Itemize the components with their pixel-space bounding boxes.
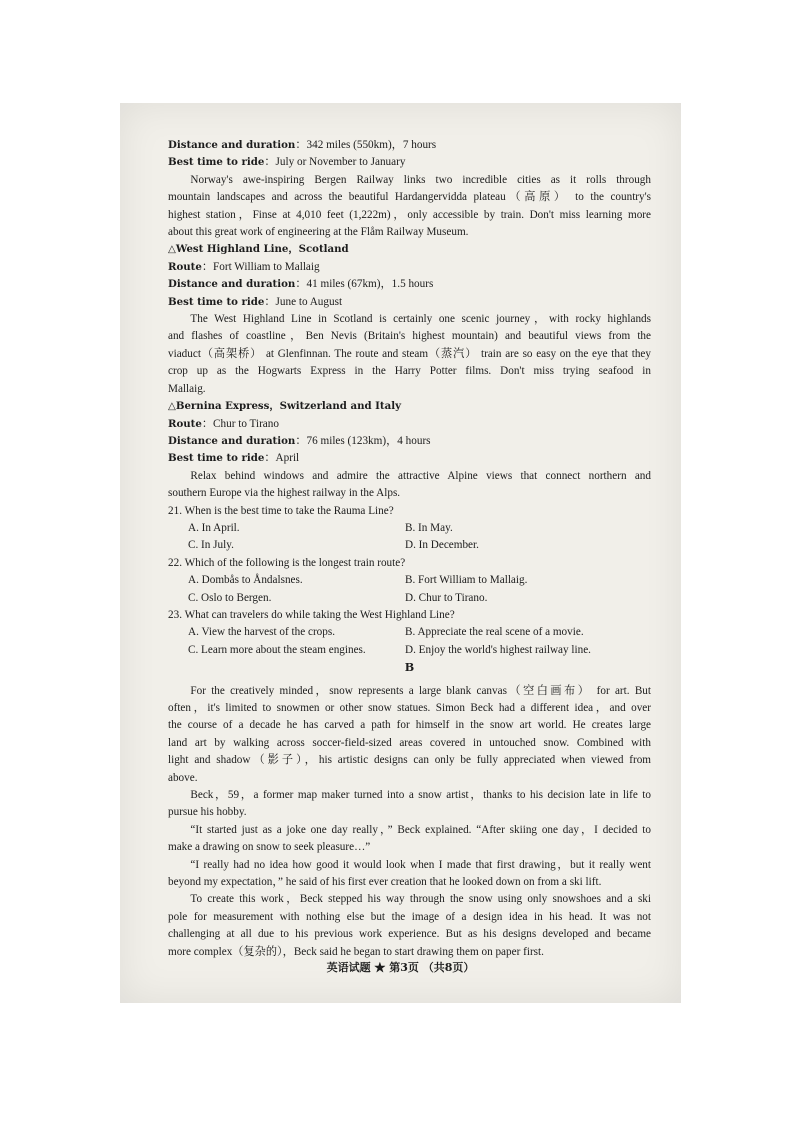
- question-stem: 22. Which of the following is the longest train route?: [168, 556, 406, 569]
- exam-page-photo: [120, 103, 681, 1003]
- question-23: [168, 607, 651, 659]
- option-d[interactable]: D. In December.: [405, 539, 479, 552]
- highland-title: △West Highland Line，Scotland: [168, 243, 349, 256]
- option-row: [168, 537, 651, 554]
- question-22: [168, 555, 651, 607]
- bernina-best-time: Best time to ride：April: [168, 452, 300, 465]
- section-b-paragraph-2: Beck，59，a former map maker turned into a snow artist，thanks to his decision late in life to pursue his hobby.: [168, 789, 651, 819]
- question-stem: 23. What can travelers do while taking the West Highland Line?: [168, 608, 455, 621]
- option-row: [168, 590, 651, 607]
- bernina-paragraph: Relax behind windows and admire the attractive Alpine views that connect northern and southern Europe via the highest railway in the Alps.: [168, 469, 651, 500]
- option-b[interactable]: B. Fort William to Mallaig.: [405, 574, 528, 587]
- question-stem: 21. When is the best time to take the Rauma Line?: [168, 504, 394, 517]
- option-c[interactable]: C. In July.: [188, 539, 234, 552]
- page-content: [168, 137, 651, 961]
- bergen-best-time: Best time to ride：July or November to January: [168, 156, 406, 169]
- option-row: [168, 624, 651, 641]
- bernina-distance: Distance and duration：76 miles (123km)，4 hours: [168, 434, 431, 447]
- section-b-paragraph-3: “It started just as a joke one day really，” Beck explained. “After skiing one day，I decided to make a drawing on snow to seek pleasure…”: [168, 823, 651, 854]
- bernina-title: △Bernina Express，Switzerland and Italy: [168, 400, 402, 413]
- highland-distance: Distance and duration：41 miles (67km)，1.5 hours: [168, 278, 434, 291]
- option-a[interactable]: A. In April.: [188, 521, 240, 534]
- option-row: [168, 642, 651, 659]
- option-row: [168, 520, 651, 537]
- option-a[interactable]: A. View the harvest of the crops.: [188, 626, 336, 639]
- highland-best-time: Best time to ride：June to August: [168, 295, 343, 308]
- section-b-paragraph-1: For the creatively minded，snow represents a large blank canvas（空白画布） for art. But often，it's limited to snowmen or other snow statues. Simon Beck had a different idea，and over the course of a decade he has carved a path for himself in the snow art world. He creates large land art by walking across soccer-field-sized areas covered in untouched snow. Combined with light and shadow（影子），his artistic designs can only be fully appreciated when viewed from above.: [168, 684, 651, 784]
- page-footer: 英语试题 ★ 第3页 （共8页）: [326, 961, 475, 974]
- section-b-paragraph-5: To create this work，Beck stepped his way through the snow using only snowshoes and a ski pole for measurement with nothing else but the image of a design idea in his head. It was not challenging at all due to his previous work experience. But as his designs developed and became more complex（复杂的），Beck said he began to start drawing them on paper first.: [168, 893, 651, 958]
- option-c[interactable]: C. Learn more about the steam engines.: [188, 643, 366, 656]
- option-row: [168, 572, 651, 589]
- option-a[interactable]: A. Dombås to Åndalsnes.: [188, 574, 303, 587]
- option-c[interactable]: C. Oslo to Bergen.: [188, 591, 272, 604]
- section-b-label: B: [404, 660, 415, 675]
- highland-paragraph: The West Highland Line in Scotland is certainly one scenic journey，with rocky highlands and flashes of coastline，Ben Nevis (Britain's highest mountain) and beautiful views from the viaduct（高架桥） at Glenfinnan. The route and steam（蒸汽） train are so easy on the eye that they crop up as the Hogwarts Express in the Harry Potter films. Don't miss trying seafood in Mallaig.: [168, 313, 651, 395]
- option-b[interactable]: B. Appreciate the real scene of a movie.: [405, 626, 584, 639]
- question-21: [168, 503, 651, 555]
- bergen-distance: Distance and duration：342 miles (550km)，7 hours: [168, 139, 437, 151]
- option-d[interactable]: D. Enjoy the world's highest railway line.: [405, 643, 591, 656]
- bergen-paragraph: Norway's awe-inspiring Bergen Railway links two incredible cities as it rolls through mountain landscapes and across the beautiful Hardangervidda plateau（高原） to the country's highest station，Finse at 4,010 feet (1,222m)，only accessible by train. Don't miss learning more about this great work of engineering at the Flåm Railway Museum.: [168, 173, 651, 239]
- section-b-paragraph-4: “I really had no idea how good it would look when I made that first drawing，but it really went beyond my expectation，” he said of his first ever creation that he looked down on from a ski lift.: [168, 858, 651, 889]
- option-b[interactable]: B. In May.: [405, 521, 453, 534]
- highland-route: Route：Fort William to Mallaig: [168, 260, 320, 273]
- option-d[interactable]: D. Chur to Tirano.: [405, 591, 488, 604]
- bernina-route: Route：Chur to Tirano: [168, 417, 279, 430]
